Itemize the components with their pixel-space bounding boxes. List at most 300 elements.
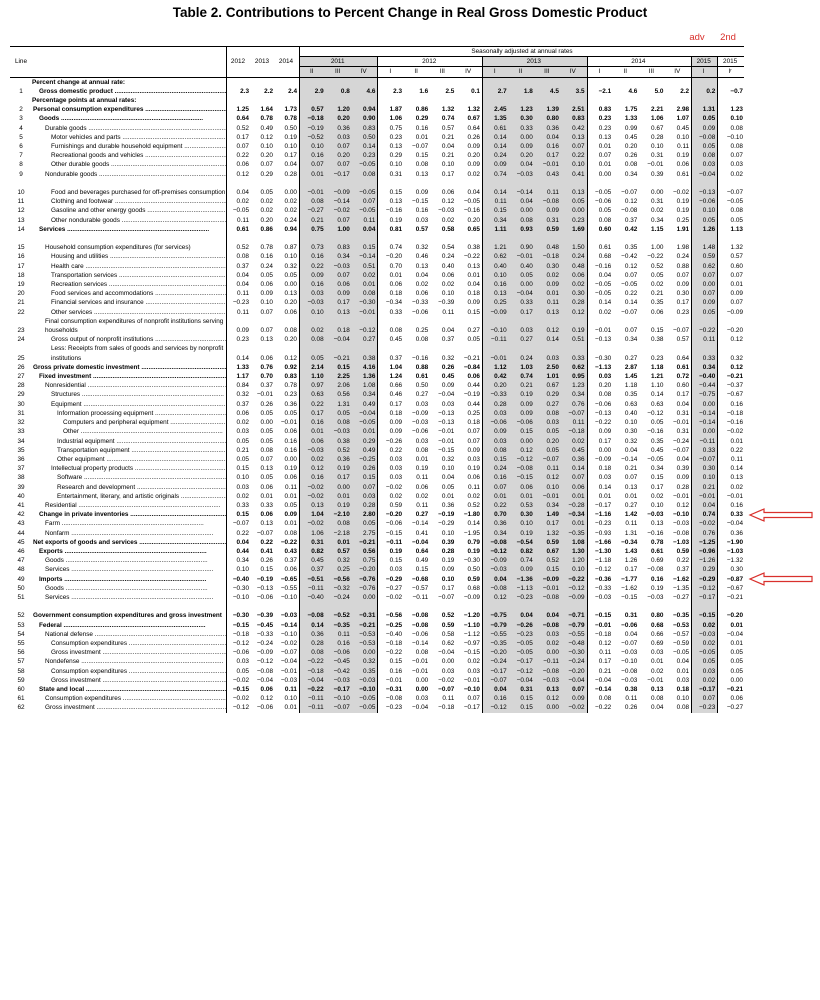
value-cell: 0.10 (300, 308, 326, 317)
value-cell: 0.01 (718, 621, 744, 630)
value-cell: 0.20 (284, 299, 297, 307)
value-cell: 0.26 (467, 133, 480, 141)
value-cell: −0.22 (692, 317, 718, 335)
value-cell: −0.45 (326, 657, 352, 666)
line-number: 46 (17, 547, 25, 555)
value-cell: 0.08 (284, 327, 297, 335)
value-cell: 0.01 (651, 658, 664, 666)
table-row (10, 179, 744, 197)
row-description (32, 372, 227, 381)
value-cell: 0.31 (676, 409, 690, 417)
value-cell: 0.24 (509, 344, 535, 362)
value-cell: 0.17 (535, 519, 561, 528)
row-label: Other nondurable goods ..... (51, 217, 227, 224)
value-cell: −0.68 (412, 575, 429, 583)
line-number: 35 (17, 446, 25, 454)
value-cell: 0.28 (561, 298, 587, 307)
row-label: Farm ..... (45, 520, 204, 527)
value-cell: 0.73 (300, 234, 326, 252)
value-cell: −0.20 (352, 565, 378, 574)
line-number: 11 (17, 198, 25, 206)
value-cell: −0.40 (692, 372, 718, 381)
value-cell: 0.44 (467, 400, 480, 408)
value-cell: 0.02 (692, 621, 718, 630)
table-row (10, 234, 744, 252)
table-row (10, 703, 744, 712)
value-cell: 0.14 (561, 464, 587, 473)
value-cell: −0.10 (280, 630, 297, 638)
quarter-year-header: 2015 (718, 57, 744, 67)
value-cell: −0.27 (718, 703, 744, 712)
value-cell: 0.09 (587, 427, 613, 436)
row-description (32, 575, 227, 584)
value-cell: 0.06 (326, 280, 352, 289)
value-cell: −0.09 (718, 308, 744, 317)
value-cell: −0.27 (300, 206, 326, 215)
value-cell: −0.75 (692, 390, 718, 399)
value-cell: 0.26 (352, 464, 378, 473)
value-cell: −0.18 (587, 630, 613, 639)
line-number: 19 (17, 281, 25, 289)
value-cell: 0.07 (467, 428, 480, 436)
arrow-icon-line-42 (748, 508, 814, 522)
value-cell: 1.45 (624, 373, 638, 381)
value-cell: −0.55 (482, 630, 508, 639)
line-number: 41 (17, 501, 25, 509)
value-cell: 0.46 (415, 253, 429, 261)
value-cell: 0.00 (415, 685, 429, 693)
value-cell: 1.87 (378, 105, 404, 114)
value-cell: −1.80 (463, 511, 480, 519)
value-cell: 0.05 (352, 519, 378, 528)
value-cell: −1.12 (463, 630, 480, 638)
value-cell: 0.01 (284, 520, 297, 528)
value-cell: −0.23 (378, 703, 404, 712)
value-cell: 0.06 (676, 161, 690, 169)
value-cell: −0.23 (509, 630, 535, 639)
value-cell: 0.16 (718, 400, 744, 409)
value-cell: −0.21 (463, 354, 480, 362)
value-cell: −0.03 (672, 520, 690, 528)
value-cell: −0.01 (692, 492, 718, 501)
value-cell: 0.34 (692, 363, 718, 372)
table-row (10, 446, 744, 455)
value-cell: 0.06 (441, 189, 455, 197)
value-cell: 0.00 (284, 189, 297, 197)
value-cell: 0.92 (284, 363, 297, 371)
value-cell: 0.19 (415, 465, 429, 473)
table-row (10, 252, 744, 261)
value-cell: −0.42 (326, 667, 352, 676)
table-row (10, 556, 744, 565)
value-cell: 1.35 (482, 114, 508, 123)
value-cell: 0.15 (535, 565, 561, 574)
value-cell: −0.13 (438, 409, 455, 417)
value-cell: 0.49 (352, 400, 378, 409)
value-cell: 0.45 (300, 556, 326, 565)
value-cell: 0.04 (692, 501, 718, 510)
quarter-header: I (587, 67, 613, 77)
value-cell: 0.06 (300, 437, 326, 446)
value-cell: 0.28 (284, 170, 297, 178)
value-cell: 0.19 (326, 464, 352, 473)
row-label: Less: Receipts from sales of goods and services by nonprofit institutions (51, 345, 224, 362)
empty-cell (718, 96, 744, 105)
value-cell: −0.08 (647, 566, 664, 574)
value-cell: 0.07 (718, 271, 744, 280)
value-cell: −0.18 (378, 639, 404, 648)
value-cell: 0.81 (378, 225, 404, 234)
value-cell: −0.21 (718, 372, 744, 381)
value-cell: 0.27 (467, 327, 480, 335)
value-cell: 0.08 (587, 390, 613, 399)
row-label: Other equipment ..... (57, 456, 227, 463)
value-cell: 0.50 (352, 133, 378, 142)
value-cell: −0.24 (326, 593, 352, 602)
empty-cell (404, 77, 430, 87)
value-cell: 0.83 (326, 234, 352, 252)
value-cell: 0.13 (651, 685, 664, 693)
row-description (32, 409, 227, 418)
value-cell: 0.11 (326, 630, 352, 639)
value-cell: 1.32 (441, 106, 455, 114)
value-cell: 0.02 (284, 198, 297, 206)
value-cell: 0.03 (587, 372, 613, 381)
value-cell: −0.29 (692, 575, 718, 584)
value-cell: −0.22 (300, 657, 326, 666)
value-cell: 0.49 (260, 124, 273, 132)
value-cell: 0.23 (284, 391, 297, 399)
value-cell: 0.42 (624, 225, 638, 233)
value-cell: 0.19 (378, 547, 404, 556)
line-number: 1 (19, 87, 23, 95)
value-cell: 0.40 (509, 262, 535, 271)
value-cell: 1.15 (651, 225, 664, 233)
row-description (32, 298, 227, 307)
value-cell: 1.03 (509, 363, 535, 372)
value-cell: −0.03 (509, 170, 535, 179)
value-cell: 0.35 (624, 244, 638, 252)
value-cell: 0.04 (676, 455, 690, 463)
value-cell: −0.10 (463, 685, 480, 693)
value-cell: −0.01 (280, 419, 297, 427)
value-cell: −0.02 (718, 427, 744, 436)
value-cell: 0.40 (441, 262, 455, 270)
value-cell: −0.06 (326, 648, 352, 657)
value-cell: 0.11 (285, 483, 297, 491)
value-cell: 0.09 (482, 160, 508, 169)
empty-cell (482, 77, 508, 87)
value-cell: 0.34 (651, 216, 664, 224)
value-cell: 0.01 (561, 492, 587, 501)
value-cell: −0.10 (672, 511, 690, 519)
value-cell: 0.04 (227, 280, 252, 289)
value-cell: 0.02 (300, 317, 326, 335)
value-cell: 0.27 (624, 354, 638, 362)
row-label: Goods ..... (45, 585, 208, 592)
value-cell: 0.86 (260, 225, 273, 233)
value-cell: 0.08 (718, 124, 744, 133)
value-cell: 1.12 (482, 363, 508, 372)
value-cell: −0.22 (378, 648, 404, 657)
value-cell: −0.07 (672, 446, 690, 454)
value-cell: −0.25 (352, 455, 378, 464)
value-cell: −0.18 (300, 667, 326, 676)
value-cell: 0.22 (624, 290, 638, 298)
value-cell: 0.05 (692, 308, 718, 317)
value-cell: 0.76 (692, 529, 718, 538)
value-cell: 0.05 (718, 657, 744, 666)
value-cell: 0.69 (651, 639, 664, 647)
value-cell: −0.01 (463, 676, 480, 684)
value-cell: 0.02 (587, 308, 613, 317)
value-cell: −0.03 (438, 207, 455, 215)
value-cell: 0.36 (718, 529, 744, 538)
value-cell: 0.11 (442, 695, 455, 703)
value-cell: −0.09 (326, 179, 352, 197)
row-label: Gasoline and other energy goods ..... (51, 207, 227, 214)
value-cell: 0.12 (624, 198, 638, 206)
empty-cell (613, 77, 639, 87)
value-cell: 0.10 (227, 473, 252, 482)
value-cell: −0.05 (587, 289, 613, 298)
value-cell: 0.01 (441, 492, 455, 500)
value-cell: 0.12 (676, 501, 690, 509)
value-cell: 0.22 (260, 538, 273, 546)
value-cell: 0.06 (260, 354, 273, 362)
value-cell: 0.04 (415, 271, 429, 279)
line-number: 60 (17, 685, 25, 693)
value-cell: 1.21 (482, 234, 508, 252)
value-cell: −0.20 (718, 602, 744, 620)
value-cell: 0.08 (509, 216, 535, 225)
value-cell: 0.09 (378, 427, 404, 436)
value-cell: 0.10 (284, 695, 297, 703)
line-number: 5 (19, 133, 23, 141)
value-cell: −0.16 (378, 206, 404, 215)
value-cell: 0.05 (284, 271, 297, 279)
empty-cell (430, 77, 456, 87)
row-label: Research and development ..... (57, 484, 227, 491)
row-description (32, 418, 227, 427)
row-description (32, 648, 227, 657)
table-row (10, 298, 744, 307)
value-cell: 0.19 (284, 133, 297, 141)
description-header (32, 47, 227, 78)
value-cell: 0.27 (352, 335, 378, 344)
value-cell: 0.06 (260, 511, 273, 519)
value-cell: 0.09 (509, 142, 535, 151)
value-cell: 0.97 (300, 381, 326, 390)
value-cell: −0.57 (412, 584, 429, 592)
value-cell: 0.07 (260, 161, 273, 169)
value-cell: 0.01 (624, 492, 638, 500)
value-cell: 0.04 (467, 189, 480, 197)
value-cell: −0.11 (300, 703, 326, 712)
row-label: Gross investment ..... (51, 677, 227, 684)
row-description (32, 621, 227, 630)
value-cell: 0.15 (260, 566, 273, 574)
table-row (10, 372, 744, 381)
value-cell: −0.17 (509, 657, 535, 666)
value-cell: −0.02 (692, 519, 718, 528)
value-cell: 2.51 (561, 105, 587, 114)
line-number: 4 (19, 124, 23, 132)
value-cell: 0.17 (587, 437, 613, 446)
value-cell: 0.16 (718, 501, 744, 510)
value-cell: −0.05 (463, 198, 480, 206)
value-cell: 0.43 (284, 547, 297, 555)
value-cell: 0.02 (651, 281, 664, 289)
value-cell: 0.05 (326, 409, 352, 418)
value-cell: −0.53 (352, 639, 378, 648)
value-cell: 1.06 (300, 529, 326, 538)
value-cell: −0.37 (718, 381, 744, 390)
value-cell: 0.15 (378, 179, 404, 197)
value-cell: 0.17 (651, 483, 664, 491)
value-cell: 0.09 (509, 400, 535, 409)
value-cell: 0.13 (415, 262, 429, 270)
value-cell: −1.18 (587, 556, 613, 565)
value-cell: −0.20 (482, 648, 508, 657)
value-cell: 0.02 (260, 198, 273, 206)
value-cell: 2.50 (535, 363, 561, 372)
value-cell: 0.13 (326, 308, 352, 317)
value-cell: 0.24 (482, 151, 508, 160)
value-cell: 0.95 (561, 372, 587, 381)
value-cell: −1.13 (587, 363, 613, 372)
value-cell: 0.14 (651, 391, 664, 399)
value-cell: 0.08 (326, 519, 352, 528)
value-cell: 2.75 (352, 529, 378, 538)
value-cell: 0.03 (415, 437, 429, 445)
line-number: 23 (17, 327, 25, 335)
value-cell: −0.16 (587, 262, 613, 271)
row-description (32, 262, 227, 271)
value-cell: 0.10 (676, 695, 690, 703)
value-cell: 0.03 (415, 695, 429, 703)
value-cell: −0.04 (718, 630, 744, 639)
value-cell: −0.40 (227, 575, 252, 584)
value-cell: 0.02 (284, 207, 297, 215)
row-label: Structures ..... (51, 391, 224, 398)
row-label: Net exports of goods and services ..... (33, 539, 227, 546)
value-cell: −0.10 (482, 317, 508, 335)
row-description (32, 584, 227, 593)
table-row (10, 676, 744, 685)
value-cell: −0.18 (718, 409, 744, 418)
value-cell: −0.18 (535, 252, 561, 261)
value-cell: −0.12 (352, 317, 378, 335)
value-cell: 0.07 (326, 142, 352, 151)
value-cell: 0.02 (227, 418, 252, 427)
value-cell: 0.33 (378, 308, 404, 317)
row-label: Final consumption expenditures of nonprofit institutions serving households (45, 317, 224, 335)
value-cell: −0.05 (352, 160, 378, 169)
value-cell: 0.30 (509, 114, 535, 123)
value-cell: −0.05 (621, 281, 638, 289)
value-cell: 0.16 (284, 446, 297, 454)
row-label: Services ..... (45, 594, 213, 601)
value-cell: 0.01 (300, 427, 326, 436)
table-row (10, 602, 744, 620)
value-cell: 0.29 (260, 170, 273, 178)
value-cell: 0.09 (509, 409, 535, 418)
value-cell: 0.41 (561, 170, 587, 179)
value-cell: 0.04 (227, 271, 252, 280)
value-cell: 0.05 (535, 446, 561, 455)
value-cell: −0.07 (256, 529, 273, 537)
row-description (32, 538, 227, 547)
value-cell: 0.04 (284, 161, 297, 169)
value-cell: −0.04 (509, 289, 535, 298)
row-label: Intellectual property products ..... (51, 465, 227, 472)
value-cell: 0.76 (561, 400, 587, 409)
value-cell: 0.09 (467, 143, 480, 151)
table-row (10, 547, 744, 556)
line-number: 21 (17, 299, 25, 307)
value-cell: 0.03 (535, 344, 561, 362)
value-cell: 0.23 (587, 114, 613, 123)
value-cell: 0.34 (482, 216, 508, 225)
row-description (32, 492, 227, 501)
value-cell: 0.25 (467, 409, 480, 417)
table-row (10, 538, 744, 547)
value-cell: 0.68 (587, 252, 613, 261)
value-cell: 0.14 (227, 344, 252, 362)
value-cell: 0.08 (535, 409, 561, 418)
value-cell: 0.05 (651, 419, 664, 427)
value-cell: 0.13 (535, 308, 561, 317)
value-cell: 0.13 (587, 133, 613, 142)
empty-cell (665, 77, 691, 87)
line-number: 10 (17, 189, 25, 197)
value-cell: −0.05 (509, 648, 535, 657)
value-cell: −0.03 (621, 649, 638, 657)
value-cell: 0.01 (587, 142, 613, 151)
value-cell: 0.00 (561, 206, 587, 215)
value-cell: −0.52 (300, 133, 326, 142)
value-cell: 0.12 (624, 262, 638, 270)
value-cell: 0.17 (676, 391, 690, 399)
value-cell: −0.59 (672, 639, 690, 647)
value-cell: 0.50 (284, 124, 297, 132)
value-cell: 0.33 (260, 501, 273, 509)
value-cell: −0.05 (587, 280, 613, 289)
empty-cell (352, 96, 378, 105)
value-cell: 0.04 (441, 474, 455, 482)
value-cell: 0.40 (624, 409, 638, 417)
value-cell: 0.78 (284, 115, 297, 123)
value-cell: −0.05 (692, 648, 718, 657)
value-cell: 0.13 (260, 336, 273, 344)
row-label: Other durable goods ..... (51, 161, 227, 168)
value-cell: −0.34 (621, 538, 638, 546)
value-cell: 0.16 (260, 253, 273, 261)
value-cell: 0.80 (535, 114, 561, 123)
value-cell: 0.16 (300, 252, 326, 261)
value-cell: 0.07 (467, 695, 480, 703)
value-cell: 0.13 (284, 290, 297, 298)
table-row (10, 151, 744, 160)
value-cell: −0.18 (561, 427, 587, 436)
value-cell: −0.06 (692, 197, 718, 206)
value-cell: 0.07 (624, 271, 638, 279)
value-cell: 0.17 (326, 298, 352, 307)
value-cell: −1.03 (672, 538, 690, 546)
value-cell: −0.26 (378, 437, 404, 446)
value-cell: −1.90 (718, 538, 744, 547)
